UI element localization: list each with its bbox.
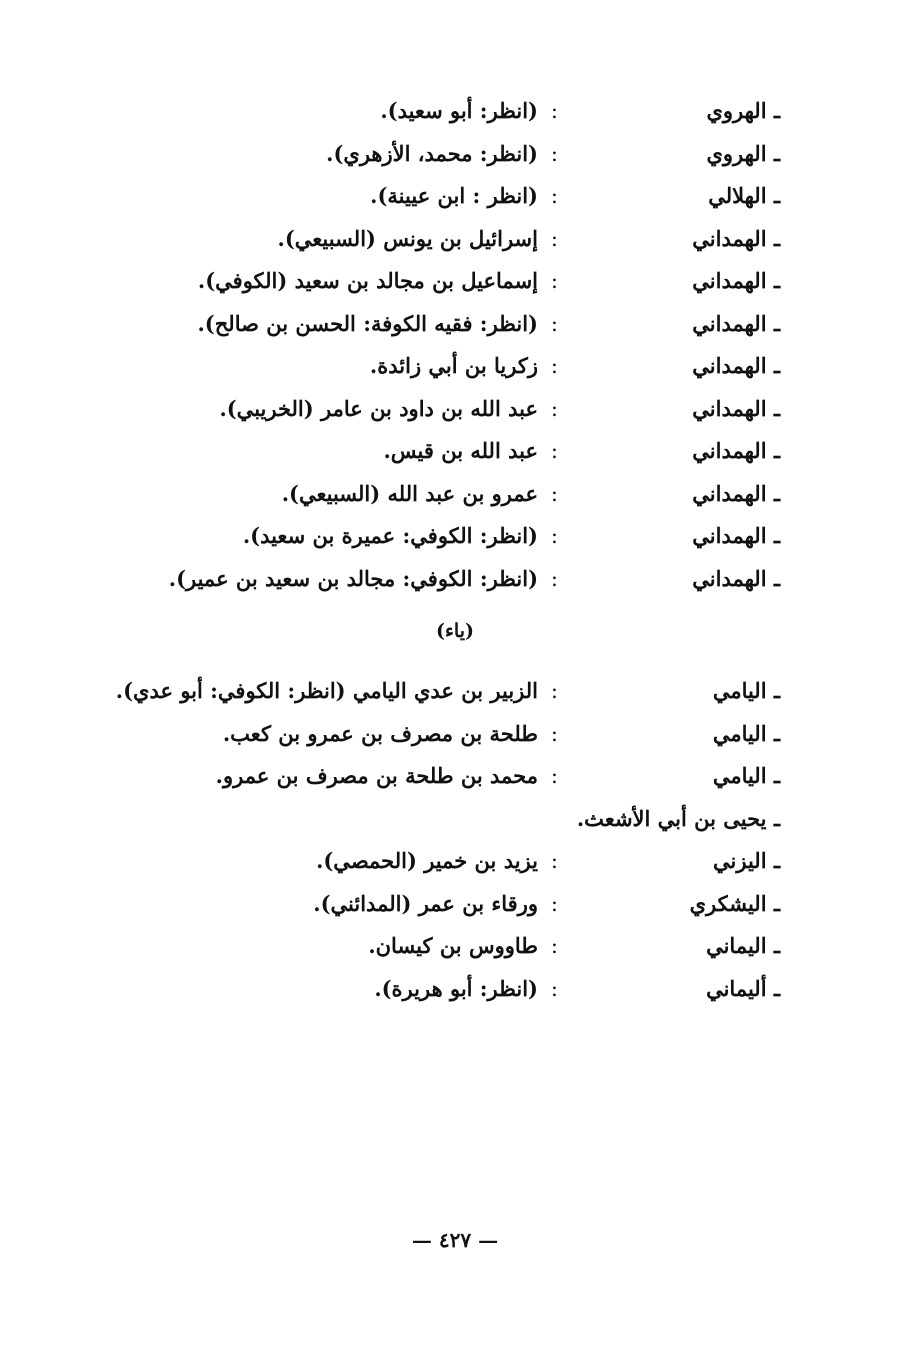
entry-name: طلحة بن مصرف بن عمرو بن كعب. — [222, 720, 538, 746]
index-entry — [0, 883, 910, 926]
entry-nisba: ـ الهمداني — [692, 438, 780, 463]
entry-separator: : — [550, 524, 558, 548]
index-entry — [0, 90, 910, 133]
index-entry — [0, 755, 910, 798]
entry-separator: : — [550, 269, 558, 293]
entry-separator: : — [550, 311, 558, 336]
entry-name: عمرو بن عبد الله (السبيعي). — [281, 480, 538, 506]
index-entry — [0, 840, 910, 883]
entry-nisba: ـ الهمداني — [692, 225, 780, 251]
index-entry — [0, 515, 910, 558]
entry-nisba: ـ الهمداني — [692, 310, 780, 336]
index-section-ha — [0, 90, 910, 600]
entry-nisba: ـ الهمداني — [692, 523, 780, 548]
index-entry — [0, 713, 910, 756]
entry-name: (انظر: أبو سعيد). — [380, 98, 538, 123]
entry-separator: : — [550, 934, 558, 958]
index-entry — [0, 218, 910, 261]
entry-separator: : — [550, 566, 558, 591]
entry-name: (انظر: الكوفي: عميرة بن سعيد). — [242, 523, 538, 548]
entry-full-name: ـ يحيى بن أبي الأشعث. — [576, 805, 780, 831]
entry-nisba: ـ اليامي — [712, 720, 780, 746]
entry-name: (انظر: فقيه الكوفة: الحسن بن صالح). — [197, 310, 538, 336]
entry-name: يزيد بن خمير (الحمصي). — [316, 848, 538, 873]
entry-name: (انظر: محمد، الأزهري). — [326, 140, 538, 166]
entry-separator: : — [550, 481, 558, 506]
entry-separator: : — [550, 184, 558, 208]
index-entry — [0, 388, 910, 431]
index-entry — [0, 430, 910, 473]
entry-name: ورقاء بن عمر (المدائني). — [313, 890, 538, 916]
entry-separator: : — [550, 679, 558, 703]
entry-separator: : — [550, 849, 558, 873]
entry-separator: : — [550, 99, 558, 123]
index-entry — [0, 670, 910, 713]
index-section-ya — [0, 670, 910, 1010]
entry-nisba: ـ الهروي — [706, 98, 780, 123]
index-entry-full — [0, 798, 910, 841]
entry-separator: : — [550, 891, 558, 916]
index-entry — [0, 303, 910, 346]
entry-nisba: ـ الهمداني — [692, 353, 780, 378]
entry-separator: : — [550, 976, 558, 1001]
entry-separator: : — [550, 439, 558, 463]
entry-nisba: ـ أليماني — [706, 975, 780, 1001]
entry-nisba: ـ الهمداني — [692, 480, 780, 506]
entry-separator: : — [550, 721, 558, 746]
entry-nisba: ـ اليامي — [712, 678, 780, 703]
entry-name: (انظر: الكوفي: مجالد بن سعيد بن عمير). — [168, 565, 538, 591]
entry-name: عبد الله بن قيس. — [383, 438, 538, 463]
entry-separator: : — [550, 396, 558, 421]
index-entry — [0, 175, 910, 218]
entry-name: إسماعيل بن مجالد بن سعيد (الكوفي). — [197, 268, 538, 293]
entry-name: إسرائيل بن يونس (السبيعي). — [277, 225, 538, 251]
index-entry — [0, 260, 910, 303]
entry-separator: : — [550, 764, 558, 788]
entry-nisba: ـ اليشكري — [689, 890, 780, 916]
entry-name: زكريا بن أبي زائدة. — [369, 353, 538, 378]
entry-nisba: ـ الهلالي — [708, 183, 780, 208]
entry-name: (انظر : ابن عيينة). — [370, 183, 538, 208]
entry-nisba: ـ اليامي — [712, 763, 780, 788]
entry-nisba: ـ الهمداني — [692, 268, 780, 293]
index-entry — [0, 473, 910, 516]
index-entry — [0, 133, 910, 176]
entry-name: عبد الله بن داود بن عامر (الخريبي). — [219, 395, 538, 421]
entry-nisba: ـ اليزني — [713, 848, 780, 873]
entry-nisba: ـ الهمداني — [692, 395, 780, 421]
entry-name: محمد بن طلحة بن مصرف بن عمرو. — [215, 763, 538, 788]
page-number: — ٤٢٧ — — [411, 1228, 499, 1252]
index-entry — [0, 925, 910, 968]
entry-separator: : — [550, 141, 558, 166]
entry-nisba: ـ اليماني — [706, 933, 780, 958]
index-entry — [0, 558, 910, 601]
index-entry — [0, 345, 910, 388]
entry-nisba: ـ الهمداني — [692, 565, 780, 591]
entry-separator: : — [550, 354, 558, 378]
entry-nisba: ـ الهروي — [706, 140, 780, 166]
entry-name: (انظر: أبو هريرة). — [374, 975, 538, 1001]
section-heading-ya: (ياء) — [436, 620, 474, 642]
entry-name: الزبير بن عدي اليامي (انظر: الكوفي: أبو عدي). — [115, 678, 538, 703]
entry-separator: : — [550, 226, 558, 251]
entry-name: طاووس بن كيسان. — [368, 933, 538, 958]
index-entry — [0, 968, 910, 1011]
